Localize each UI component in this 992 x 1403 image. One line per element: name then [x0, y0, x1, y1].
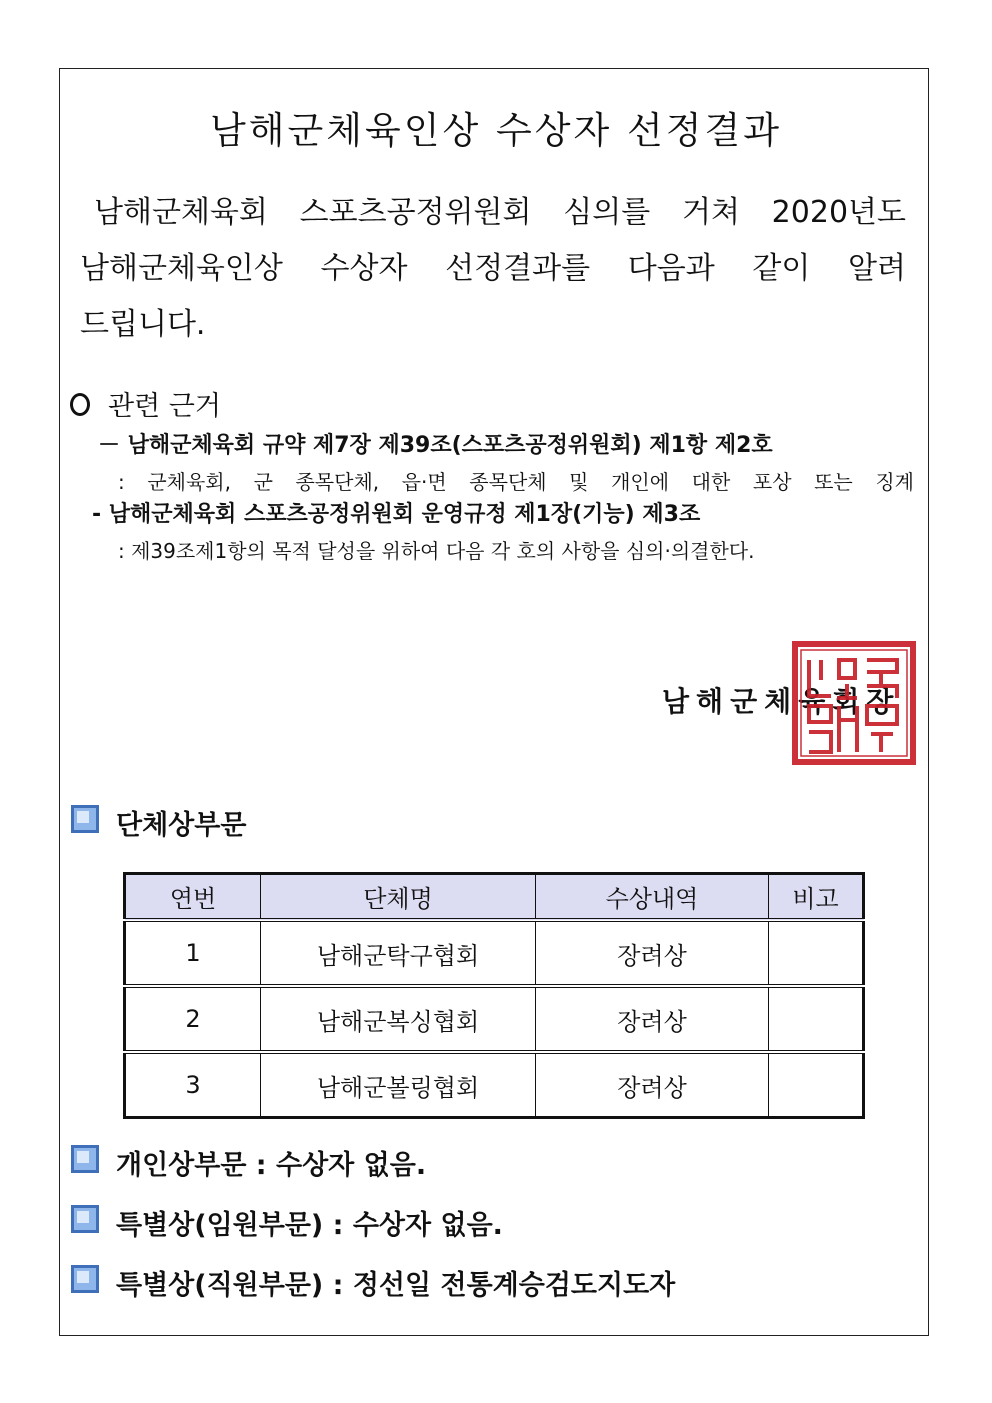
basis-item-1: － 남해군체육회 규약 제7장 제39조(스포츠공정위원회) 제1항 제2호: [98, 433, 773, 458]
table-row: [125, 986, 864, 1052]
group-awards-table: [123, 872, 865, 1119]
basis-heading-text: 관련 근거: [108, 391, 221, 422]
row-award: 장려상: [536, 1052, 769, 1118]
document-title: 남해군체육인상 수상자 선정결과: [210, 109, 782, 152]
row-award: 장려상: [536, 986, 769, 1052]
special-staff-section-heading: 특별상(직원부문) : 정선일 전통계승검도지도자: [116, 1270, 676, 1301]
intro-line-2: 남해군체육인상 수상자 선정결과를 다음과 같이 알려: [80, 251, 906, 286]
special-officer-section-heading: 특별상(임원부문) : 수상자 없음.: [116, 1210, 503, 1241]
basis-item-1-detail: : 군체육회, 군 종목단체, 읍·면 종목단체 및 개인에 대한 포상 또는 징계: [118, 470, 914, 494]
row-name: 남해군탁구협회: [261, 920, 536, 986]
row-no: 3: [125, 1052, 261, 1118]
intro-paragraph: [80, 185, 906, 353]
square-bullet-icon: [70, 1204, 100, 1234]
table-row: [125, 1052, 864, 1118]
table-row: [125, 920, 864, 986]
circle-bullet-icon: [70, 393, 90, 416]
column-header-award: 수상내역: [536, 874, 769, 921]
row-no: 2: [125, 986, 261, 1052]
square-bullet-icon: [70, 1144, 100, 1174]
intro-line-1: 남해군체육회 스포츠공정위원회 심의를 거쳐 2020년도: [94, 195, 906, 230]
signer-name: 남해군체육회장: [662, 685, 901, 718]
official-seal-icon: [791, 640, 917, 766]
row-note: [769, 920, 864, 986]
row-note: [769, 986, 864, 1052]
column-header-note: 비고: [769, 874, 864, 921]
basis-heading: [70, 384, 221, 423]
square-bullet-icon: [70, 804, 100, 834]
row-name: 남해군볼링협회: [261, 1052, 536, 1118]
row-note: [769, 1052, 864, 1118]
table-header-row: [125, 874, 864, 921]
intro-line-3: 드립니다.: [80, 307, 206, 342]
row-name: 남해군복싱협회: [261, 986, 536, 1052]
column-header-name: 단체명: [261, 874, 536, 921]
column-header-no: 연번: [125, 874, 261, 921]
row-no: 1: [125, 920, 261, 986]
basis-item-2-detail: : 제39조제1항의 목적 달성을 위하여 다음 각 호의 사항을 심의·의결한다.: [118, 539, 755, 563]
group-section-heading: 단체상부문: [116, 810, 247, 841]
individual-section-heading: 개인상부문 : 수상자 없음.: [116, 1150, 427, 1181]
row-award: 장려상: [536, 920, 769, 986]
basis-item-2: - 남해군체육회 스포츠공정위원회 운영규정 제1장(기능) 제3조: [92, 502, 701, 527]
square-bullet-icon: [70, 1264, 100, 1294]
